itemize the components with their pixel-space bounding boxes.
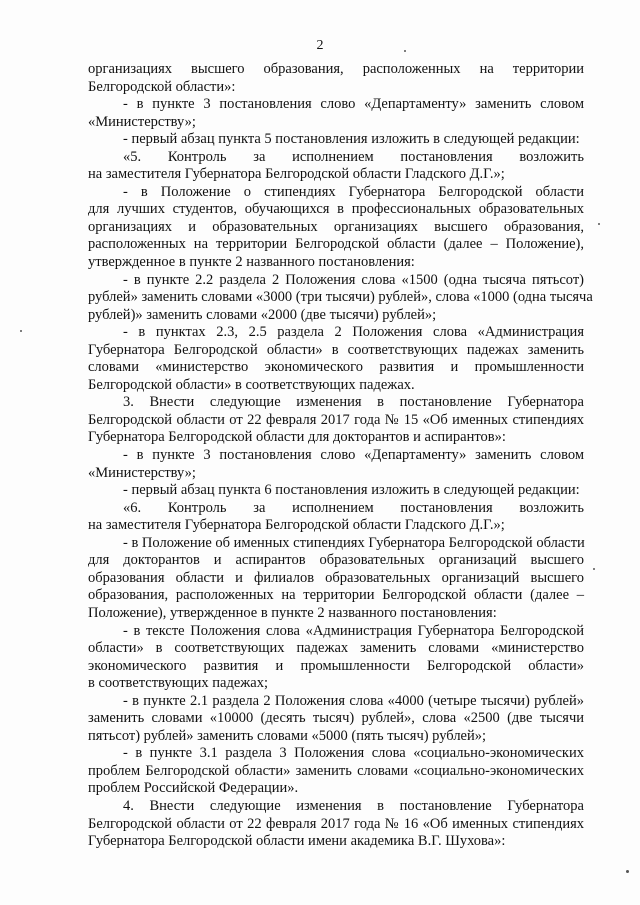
text-line: - в пункте 3.1 раздела 3 Положения слова «социально-экономических (123, 745, 584, 762)
text-line: Белгородской области» в соответствующих падежах. (88, 376, 415, 393)
text-line: пятьсот) рублей» заменить словами «5000 (пять тысяч) рублей»; (88, 727, 487, 744)
text-line: словами «министерство экономического развития и промышленности (88, 359, 584, 376)
text-line: Губернатора Белгородской области имени академика В.Г. Шухова»: (88, 833, 506, 850)
text-line: 4. Внести следующие изменения в постановление Губернатора (123, 797, 584, 814)
text-line: 3. Внести следующие изменения в постановление Губернатора (123, 394, 584, 411)
text-line: Губернатора Белгородской области для докторантов и аспирантов»: (88, 429, 506, 446)
text-line: Белгородской области от 22 февраля 2017 года № 16 «Об именных стипендиях (88, 815, 584, 832)
text-line: образования, расположенных на территории Белгородской области (далее – (88, 587, 584, 604)
text-line: экономического развития и промышленности Белгородской области» (88, 657, 584, 674)
text-line: «6. Контроль за исполнением постановления возложить (123, 499, 584, 516)
text-line: на заместителя Губернатора Белгородской области Гладского Д.Г.»; (88, 517, 505, 534)
text-line: - в тексте Положения слова «Администрация Губернатора Белгородской (123, 622, 584, 639)
text-line: организациях и образовательных организациях высшего образования, (88, 218, 584, 235)
scan-speck (20, 330, 22, 332)
scan-speck (404, 50, 406, 52)
text-line: рублей» заменить словами «3000 (три тысячи) рублей», слова «1000 (одна тысяча (88, 289, 593, 306)
text-line: для лучших студентов, обучающихся в профессиональных образовательных (88, 201, 584, 218)
text-line: в соответствующих падежах; (88, 675, 269, 692)
text-line: Белгородской области от 22 февраля 2017 года № 15 «Об именных стипендиях (88, 411, 584, 428)
text-line: для докторантов и аспирантов образовательных организаций высшего (88, 552, 584, 569)
text-line: проблем Российской Федерации». (88, 780, 299, 797)
text-line: образования области и филиалов образовательных организаций высшего (88, 569, 584, 586)
text-line: «Министерству»; (88, 113, 196, 130)
text-line: - в пункте 3 постановления слово «Департаменту» заменить словом (123, 447, 584, 464)
text-line: на заместителя Губернатора Белгородской области Гладского Д.Г.»; (88, 166, 505, 183)
text-line: - первый абзац пункта 5 постановления изложить в следующей редакции: (123, 131, 580, 148)
page-number: 2 (316, 38, 324, 53)
text-line: области» в соответствующих падежах заменить словами «министерство (88, 640, 584, 657)
text-line: - в пункте 2.1 раздела 2 Положения слова «4000 (четыре тысячи) рублей» (123, 692, 584, 709)
text-line: расположенных на территории Белгородской области (далее – Положение), (88, 236, 584, 253)
scan-speck (626, 870, 629, 873)
text-line: - в Положение о стипендиях Губернатора Белгородской области (123, 183, 584, 200)
text-line: - в Положение об именных стипендиях Губернатора Белгородской области (123, 534, 585, 551)
text-line: Положение), утвержденное в пункте 2 названного постановления: (88, 604, 497, 621)
scan-speck (598, 223, 600, 225)
text-line: утвержденное в пункте 2 названного постановления: (88, 254, 415, 271)
text-line: проблем Белгородской области» заменить словами «социально-экономических (88, 762, 584, 779)
text-line: организациях высшего образования, расположенных на территории (88, 61, 584, 77)
text-line: «Министерству»; (88, 464, 196, 481)
text-line: Губернатора Белгородской области» в соответствующих падежах заменить (88, 341, 584, 358)
text-line: заменить словами «10000 (десять тысяч) рублей», слова «2500 (две тысячи (88, 710, 584, 727)
text-line: Белгородской области»: (88, 78, 236, 95)
text-line: - в пункте 2.2 раздела 2 Положения слова «1500 (одна тысяча пятьсот) (123, 271, 584, 288)
text-line: «5. Контроль за исполнением постановления возложить (123, 148, 584, 165)
text-line: - в пунктах 2.3, 2.5 раздела 2 Положения слова «Администрация (123, 324, 584, 341)
scan-speck (593, 568, 595, 570)
text-line: - в пункте 3 постановления слово «Департаменту» заменить словом (123, 96, 584, 113)
document-body (88, 61, 593, 851)
text-line: - первый абзац пункта 6 постановления изложить в следующей редакции: (123, 482, 580, 499)
text-line: рублей)» заменить словами «2000 (две тысячи) рублей»; (88, 306, 437, 323)
